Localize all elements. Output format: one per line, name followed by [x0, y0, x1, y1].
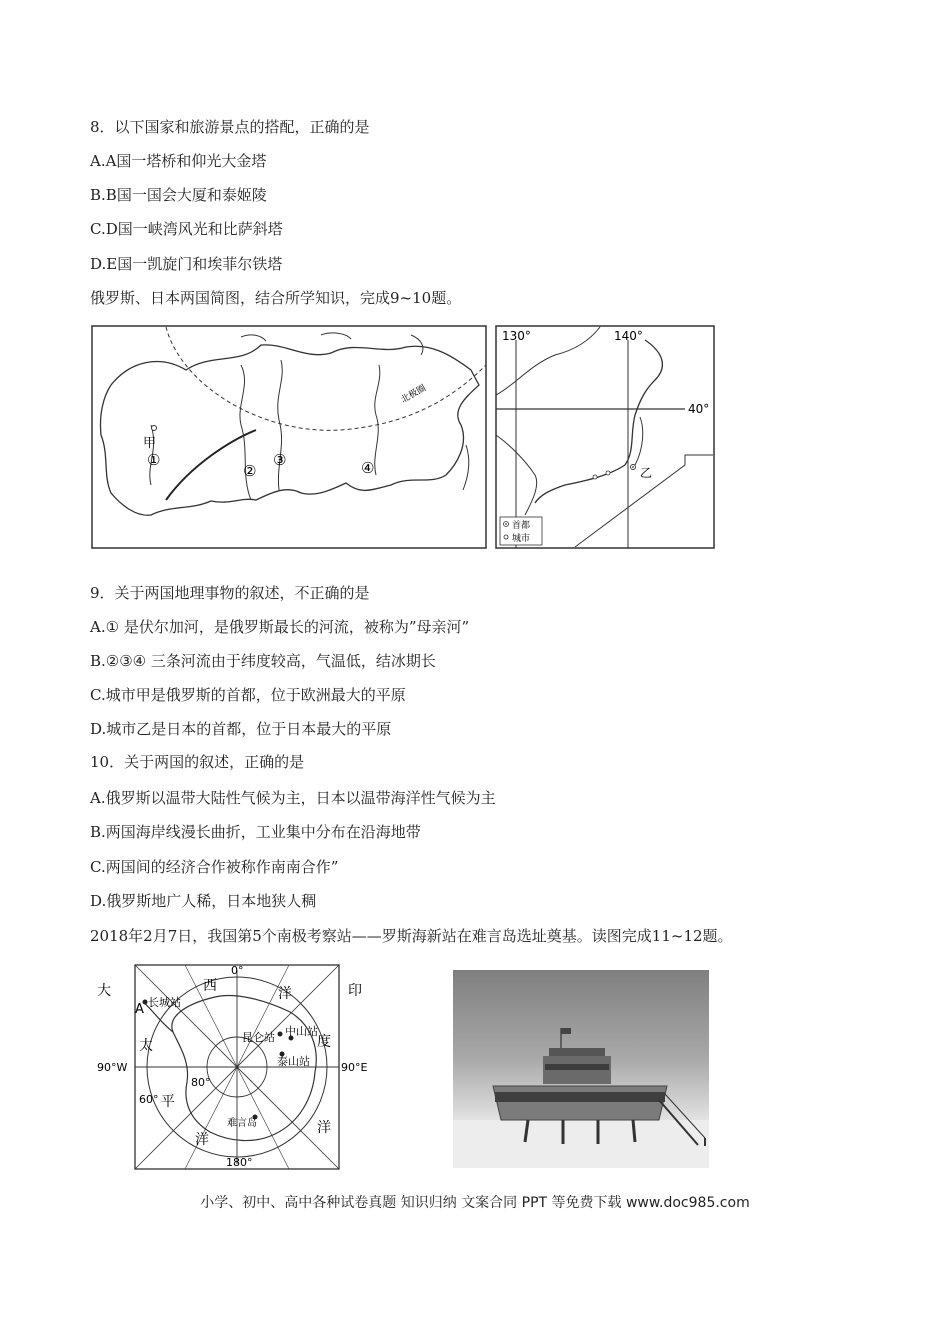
zhongshan-station-label: 中山站: [285, 1025, 318, 1038]
city-jia-label: 甲: [143, 436, 157, 451]
lat-80-label: 80°: [191, 1076, 211, 1089]
arctic-circle-label: 北极圈: [399, 383, 428, 406]
footer-text: 小学、初中、高中各种试卷真题 知识归纳 文案合同 PPT 等免费下载 www.doc985.com: [200, 1195, 750, 1211]
q10-option-d: D.俄罗斯地广人稀，日本地狭人稠: [90, 892, 317, 910]
q8-option-c: C.D国一峡湾风光和比萨斜塔: [90, 220, 283, 238]
q10-option-c: C.两国间的经济合作被称作南南合作”: [90, 858, 339, 876]
legend-city: 城市: [512, 534, 531, 544]
lat-40-label: 40°: [688, 402, 710, 416]
city-yi-label: 乙: [640, 466, 653, 480]
river-4-label: ④: [361, 459, 375, 477]
q9-option-b: B.②③④ 三条河流由于纬度较高，气温低，结冰期长: [90, 652, 436, 670]
deg-0-label: 0°: [231, 964, 244, 977]
q9-stem: 9．关于两国地理事物的叙述，不正确的是: [90, 584, 370, 602]
q9-option-d: D.城市乙是日本的首都，位于日本最大的平原: [90, 720, 392, 738]
q8-stem: 8．以下国家和旅游景点的搭配，正确的是: [90, 118, 370, 136]
ocean-yang-bl-label: 洋: [195, 1132, 209, 1148]
taishan-station-label: 泰山站: [277, 1055, 310, 1068]
ocean-xi-label: 西: [203, 978, 217, 994]
ocean-da-label: 大: [97, 983, 111, 999]
q8-option-d: D.E国一凯旋门和埃菲尔铁塔: [90, 255, 283, 273]
legend-capital: 首都: [512, 521, 531, 531]
intro-11-12: 2018年2月7日，我国第5个南极考察站——罗斯海新站在难言岛选址奠基。读图完成11~12题。: [90, 927, 733, 945]
q8-option-a: A.A国一塔桥和仰光大金塔: [90, 152, 267, 170]
changcheng-station-label: 长城站: [148, 996, 181, 1009]
river-2-label: ②: [243, 462, 257, 480]
nanyan-island-label: 难言岛: [227, 1118, 257, 1129]
ocean-yang-br-label: 洋: [317, 1120, 331, 1136]
russia-map: [91, 325, 487, 549]
lon-140-label: 140°: [614, 329, 643, 343]
ocean-ping-label: 平: [161, 1094, 175, 1110]
antarctica-map: [95, 962, 385, 1172]
ocean-yin-label: 印: [348, 983, 362, 999]
kunlun-station-label: 昆仑站: [242, 1031, 275, 1044]
lon-90w-label: 90°W: [97, 1061, 128, 1074]
deg-180-label: 180°: [226, 1156, 253, 1169]
q9-option-a: A.① 是伏尔加河，是俄罗斯最长的河流，被称为”母亲河”: [90, 618, 470, 636]
point-a-label: A: [135, 1002, 144, 1017]
lon-130-label: 130°: [502, 329, 531, 343]
q9-option-c: C.城市甲是俄罗斯的首都，位于欧洲最大的平原: [90, 686, 406, 704]
q10-option-b: B.两国海岸线漫长曲折，工业集中分布在沿海地带: [90, 823, 421, 841]
q8-option-b: B.B国一国会大厦和泰姬陵: [90, 186, 267, 204]
q10-stem: 10．关于两国的叙述，正确的是: [90, 753, 305, 771]
intro-9-10: 俄罗斯、日本两国简图，结合所学知识，完成9~10题。: [90, 289, 462, 307]
river-1-label: ①: [147, 451, 161, 469]
ocean-yang-top-label: 洋: [278, 986, 292, 1002]
lon-90e-label: 90°E: [341, 1061, 368, 1074]
station-photo: [453, 970, 709, 1168]
japan-map: [495, 325, 715, 549]
ocean-du-label: 度: [317, 1034, 331, 1050]
ocean-tai-label: 太: [139, 1038, 153, 1054]
lat-60-label: 60°: [139, 1093, 159, 1106]
river-3-label: ③: [273, 451, 287, 469]
q10-option-a: A.俄罗斯以温带大陆性气候为主，日本以温带海洋性气候为主: [90, 789, 496, 807]
